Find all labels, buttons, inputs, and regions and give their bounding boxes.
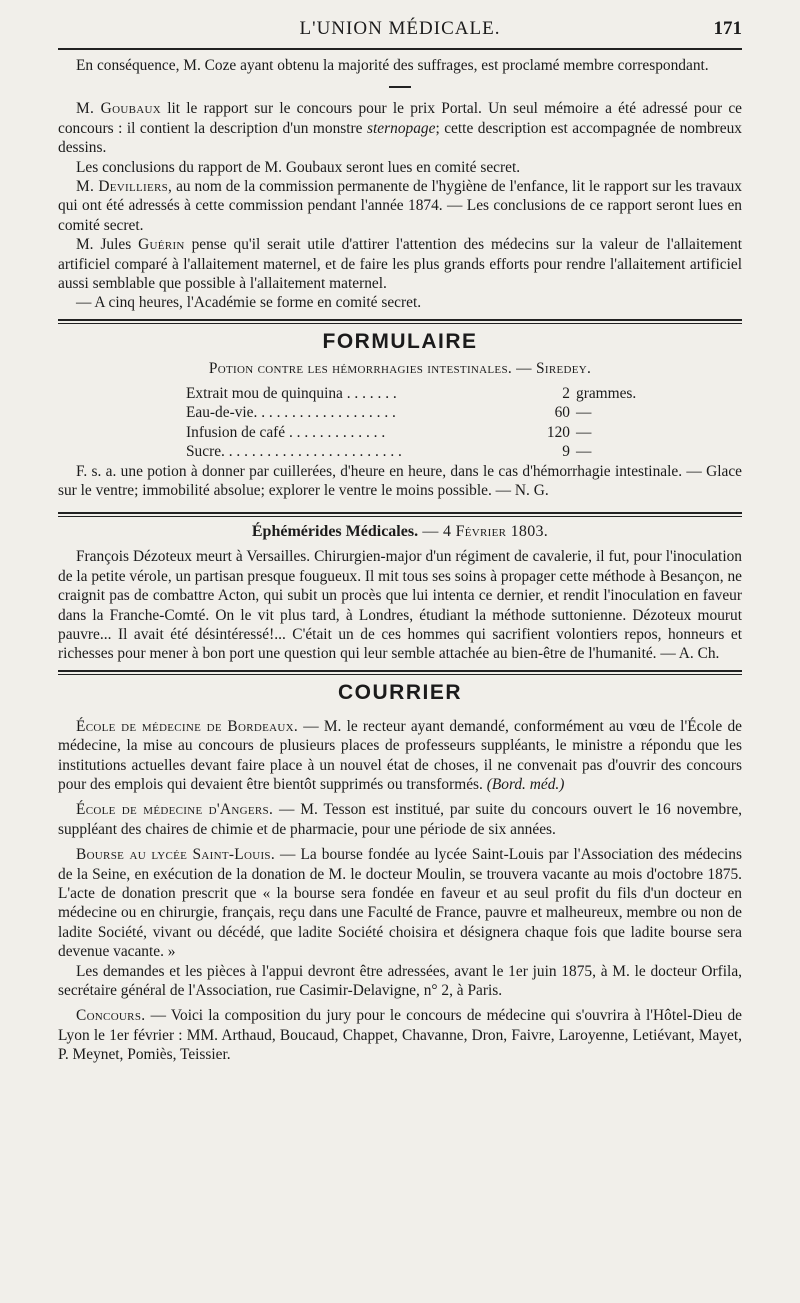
paragraph-text: lit le rapport sur le concours pour le prix Portal. Un seul mémoire a été adressé pour ce concours : il contient la description d'un monstre	[58, 100, 742, 137]
news-heading: École de médecine d'Angers.	[76, 801, 274, 819]
separator-dash	[58, 77, 742, 95]
section-heading-courrier: COURRIER	[337, 680, 462, 704]
ingredient-name: Infusion de café . . . . . . . . . . . . .	[186, 423, 386, 441]
news-heading: Bourse au lycée Saint-Louis.	[76, 846, 275, 864]
paragraph-text: au nom de la commission permanente de l'hygiène de l'enfance, lit le rapport sur les travaux qui ont été adressés à cette commission pendant l'année 1874. — Les conclusions de ce rapport seront lues en comité secret.	[58, 178, 742, 234]
paragraph-comite: — A cinq heures, l'Académie se forme en comité secret.	[76, 294, 422, 312]
speaker-name: Guérin	[138, 236, 185, 254]
ingredient-qty: 60	[554, 404, 570, 422]
ephemerides-text: François Dézoteux meurt à Versailles. Chirurgien-major d'un régiment de cavalerie, il fut, pour l'inoculation de la petite vérole, un partisan presque fougueux. Il mit tous ses soins à propager cette méthode à Besançon, ne craignit pas de combattre Acton, qui subit un procès que lui intenta ce dernier, et rendit l'inoculation en faveur dans la Franche-Comté. On le vit plus tard, à Londres, étudiant la méthode suttonienne. Dézoteux mourut pauvre... Il avait été désintéressé!... C'était un de ces hommes qui sacrifient volontiers repos, honneurs et richesses pour mener à bon port une question qui leur semble attachée au bien-être de l'humanité. — A. Ch.	[58, 548, 742, 663]
ingredient-row	[186, 423, 656, 442]
speaker-name: M. Devilliers,	[76, 178, 173, 196]
ingredient-qty: 2	[562, 384, 570, 402]
ingredient-unit: grammes.	[576, 384, 637, 402]
ingredient-qty: 120	[546, 423, 570, 441]
ingredient-row	[186, 442, 656, 461]
ephemerides-heading: Éphémérides Médicales.	[251, 523, 419, 541]
section-rule	[58, 319, 742, 324]
ingredient-name: Eau-de-vie. . . . . . . . . . . . . . . . . . .	[186, 404, 396, 422]
speaker-name: M. Goubaux	[76, 100, 161, 118]
news-heading: École de médecine de Bordeaux.	[76, 717, 299, 735]
news-bourse	[58, 845, 742, 961]
ingredient-row	[186, 384, 656, 403]
news-text: — Voici la composition du jury pour le concours de médecine qui s'ouvrira à l'Hôtel-Dieu de Lyon le 1er février : MM. Arthaud, Boucaud, Chappet, Chavanne, Dron, Faivre, Laroyenne, Letiévant, Mayet, P. Meynet, Pomiès, Teissier.	[58, 1007, 742, 1064]
ingredient-unit: —	[576, 404, 592, 422]
section-rule	[58, 512, 742, 517]
speaker-prefix: M. Jules	[76, 236, 139, 254]
journal-title: L'UNION MÉDICALE.	[299, 18, 501, 39]
ingredient-row	[186, 403, 656, 422]
news-text: — La bourse fondée au lycée Saint-Louis par l'Association des médecins de la Seine, en exécution de la donation de M. le docteur Moulin, se trouvera vacante au mois d'octobre 1875. L'acte de donation prescrit que « la bourse sera fondée en faveur et au seul profit du fils d'un docteur en médecine ou en chirurgie, français, reçu dans une Faculté de France, pauvre et malheureux, membre ou non de ladite Société, vivant ou décédé, que ladite Société choisira et désignera chaque fois que ladite bourse sera devenue vacante. »	[58, 846, 742, 961]
news-demandes: Les demandes et les pièces à l'appui devront être adressées, avant le 1er juin 1875, à M. le docteur Orfila, secrétaire général de l'Association, rue Casimir-Delavigne, n° 2, à Paris.	[58, 962, 742, 1000]
news-concours	[58, 1006, 742, 1064]
ephemerides-date: — 4 Février 1803.	[418, 523, 549, 541]
ingredient-name: Extrait mou de quinquina . . . . . . .	[186, 384, 397, 402]
section-heading-formulaire: FORMULAIRE	[322, 329, 478, 353]
running-head	[58, 0, 742, 44]
paragraph-goubaux	[58, 99, 742, 157]
recipe-title: Potion contre les hémorrhagies intestinales. — Siredey.	[208, 359, 592, 377]
paragraph-devilliers	[58, 177, 742, 235]
news-bordeaux	[58, 717, 742, 795]
news-angers	[58, 800, 742, 839]
paragraph-text: pense qu'il serait utile d'attirer l'attention des médecins sur la valeur de l'allaitement artificiel comparé à l'allaitement maternel, et de faire les plus grands efforts pour rendre l'allaitement artificiel aussi semblable que possible à l'allaitement maternel.	[58, 236, 742, 293]
section-rule	[58, 670, 742, 675]
news-heading: Concours.	[76, 1007, 146, 1025]
page-number: 171	[713, 18, 742, 39]
ingredient-unit: —	[576, 443, 592, 461]
news-text: — M. le recteur ayant demandé, conformément au vœu de l'École de médecine, la mise au concours de plusieurs places de professeurs suppléants, le ministre a répondu que les institutions actuelles devant faire place à un nouvel état de choses, il ne convenait pas d'ouvrir des concours pour des emplois qui devaient être bientôt supprimés ou transformés.	[58, 717, 742, 793]
paragraph-guerin	[58, 235, 742, 293]
news-source: (Bord. méd.)	[486, 775, 565, 793]
ingredient-qty: 9	[562, 443, 570, 461]
italic-term: sternopage	[367, 119, 436, 137]
paragraph-goubaux-conclusions: Les conclusions du rapport de M. Goubaux seront lues en comité secret.	[76, 158, 521, 176]
ingredient-unit: —	[576, 423, 592, 441]
news-text: — M. Tesson est institué, par suite du concours ouvert le 16 novembre, suppléant des chaires de chimie et de pharmacie, pour une période de six années.	[58, 801, 742, 838]
ephemerides-title	[58, 523, 742, 541]
recipe-ingredients	[186, 384, 656, 462]
recipe-instructions: F. s. a. une potion à donner par cuillerées, d'heure en heure, dans le cas d'hémorrhagie intestinale. — Glace sur le ventre; immobilité absolue; explorer le ventre le moins possible. — N. G.	[58, 462, 742, 499]
ingredient-name: Sucre. . . . . . . . . . . . . . . . . . . . . . . .	[186, 443, 402, 461]
paragraph-coze: En conséquence, M. Coze ayant obtenu la majorité des suffrages, est proclamé membre correspondant.	[76, 57, 709, 74]
paragraph-text: ; cette description est accompagnée de nombreux dessins.	[58, 119, 743, 157]
